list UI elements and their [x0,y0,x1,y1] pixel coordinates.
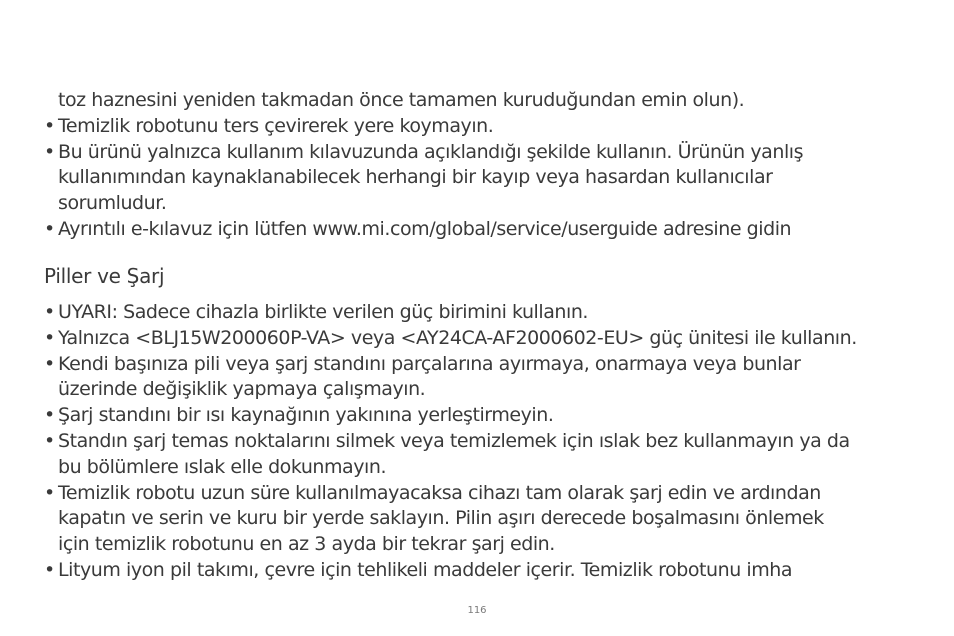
page-number: 116 [467,605,487,616]
section-heading: Piller ve Şarj [44,264,165,288]
list-item-text: Temizlik robotu uzun süre kullanılmayacaksa cihazı tam olarak şarj edin ve ardından kapatın ve serin ve kuru bir yerde saklayın. Pilin aşırı derecede boşalmasını önlemek için temizlik robotunu en az 3 ayda bir tekrar şarj edin. [58,481,824,556]
list-item-text: Standın şarj temas noktalarını silmek veya temizlemek için ıslak bez kullanmayın ya da bu bölümlere ıslak elle dokunmayın. [58,429,850,478]
battery-bullet-list [44,300,924,584]
list-item [44,429,924,481]
list-item-text: Bu ürünü yalnızca kullanım kılavuzunda açıklandığı şekilde kullanın. Ürünün yanlış kullanımından kaynaklanabilecek herhangi bir kayıp veya hasardan kullanıcılar sorumludur. [58,140,804,215]
list-item [44,481,924,558]
list-item: • Lityum iyon pil takımı, çevre için tehlikeli maddeler içerir. Temizlik robotunu imha [44,558,924,584]
list-item: • Şarj standını bir ısı kaynağının yakınına yerleştirmeyin. [44,403,924,429]
battery-safety-list [44,300,924,584]
list-item: • Temizlik robotunu ters çevirerek yere koymayın. [44,114,924,140]
continued-text: toz haznesini yeniden takmadan önce tamamen kuruduğundan emin olun). [58,89,745,111]
list-item [44,140,924,217]
list-item-text: Kendi başınıza pili veya şarj standını parçalarına ayırmaya, onarmaya veya bunlar üzerinde değişiklik yapmaya çalışmayın. [58,352,801,401]
safety-bullet-list [44,114,924,243]
list-item: • Ayrıntılı e-kılavuz için lütfen www.mi.com/global/service/userguide adresine gidin [44,217,924,243]
list-item: • Yalnızca <BLJ15W200060P-VA> veya <AY24CA-AF2000602-EU> güç ünitesi ile kullanın. [44,326,924,352]
safety-list-continued [44,88,924,243]
list-item: • UYARI: Sadece cihazla birlikte verilen güç birimini kullanın. [44,300,924,326]
list-item [44,352,924,404]
